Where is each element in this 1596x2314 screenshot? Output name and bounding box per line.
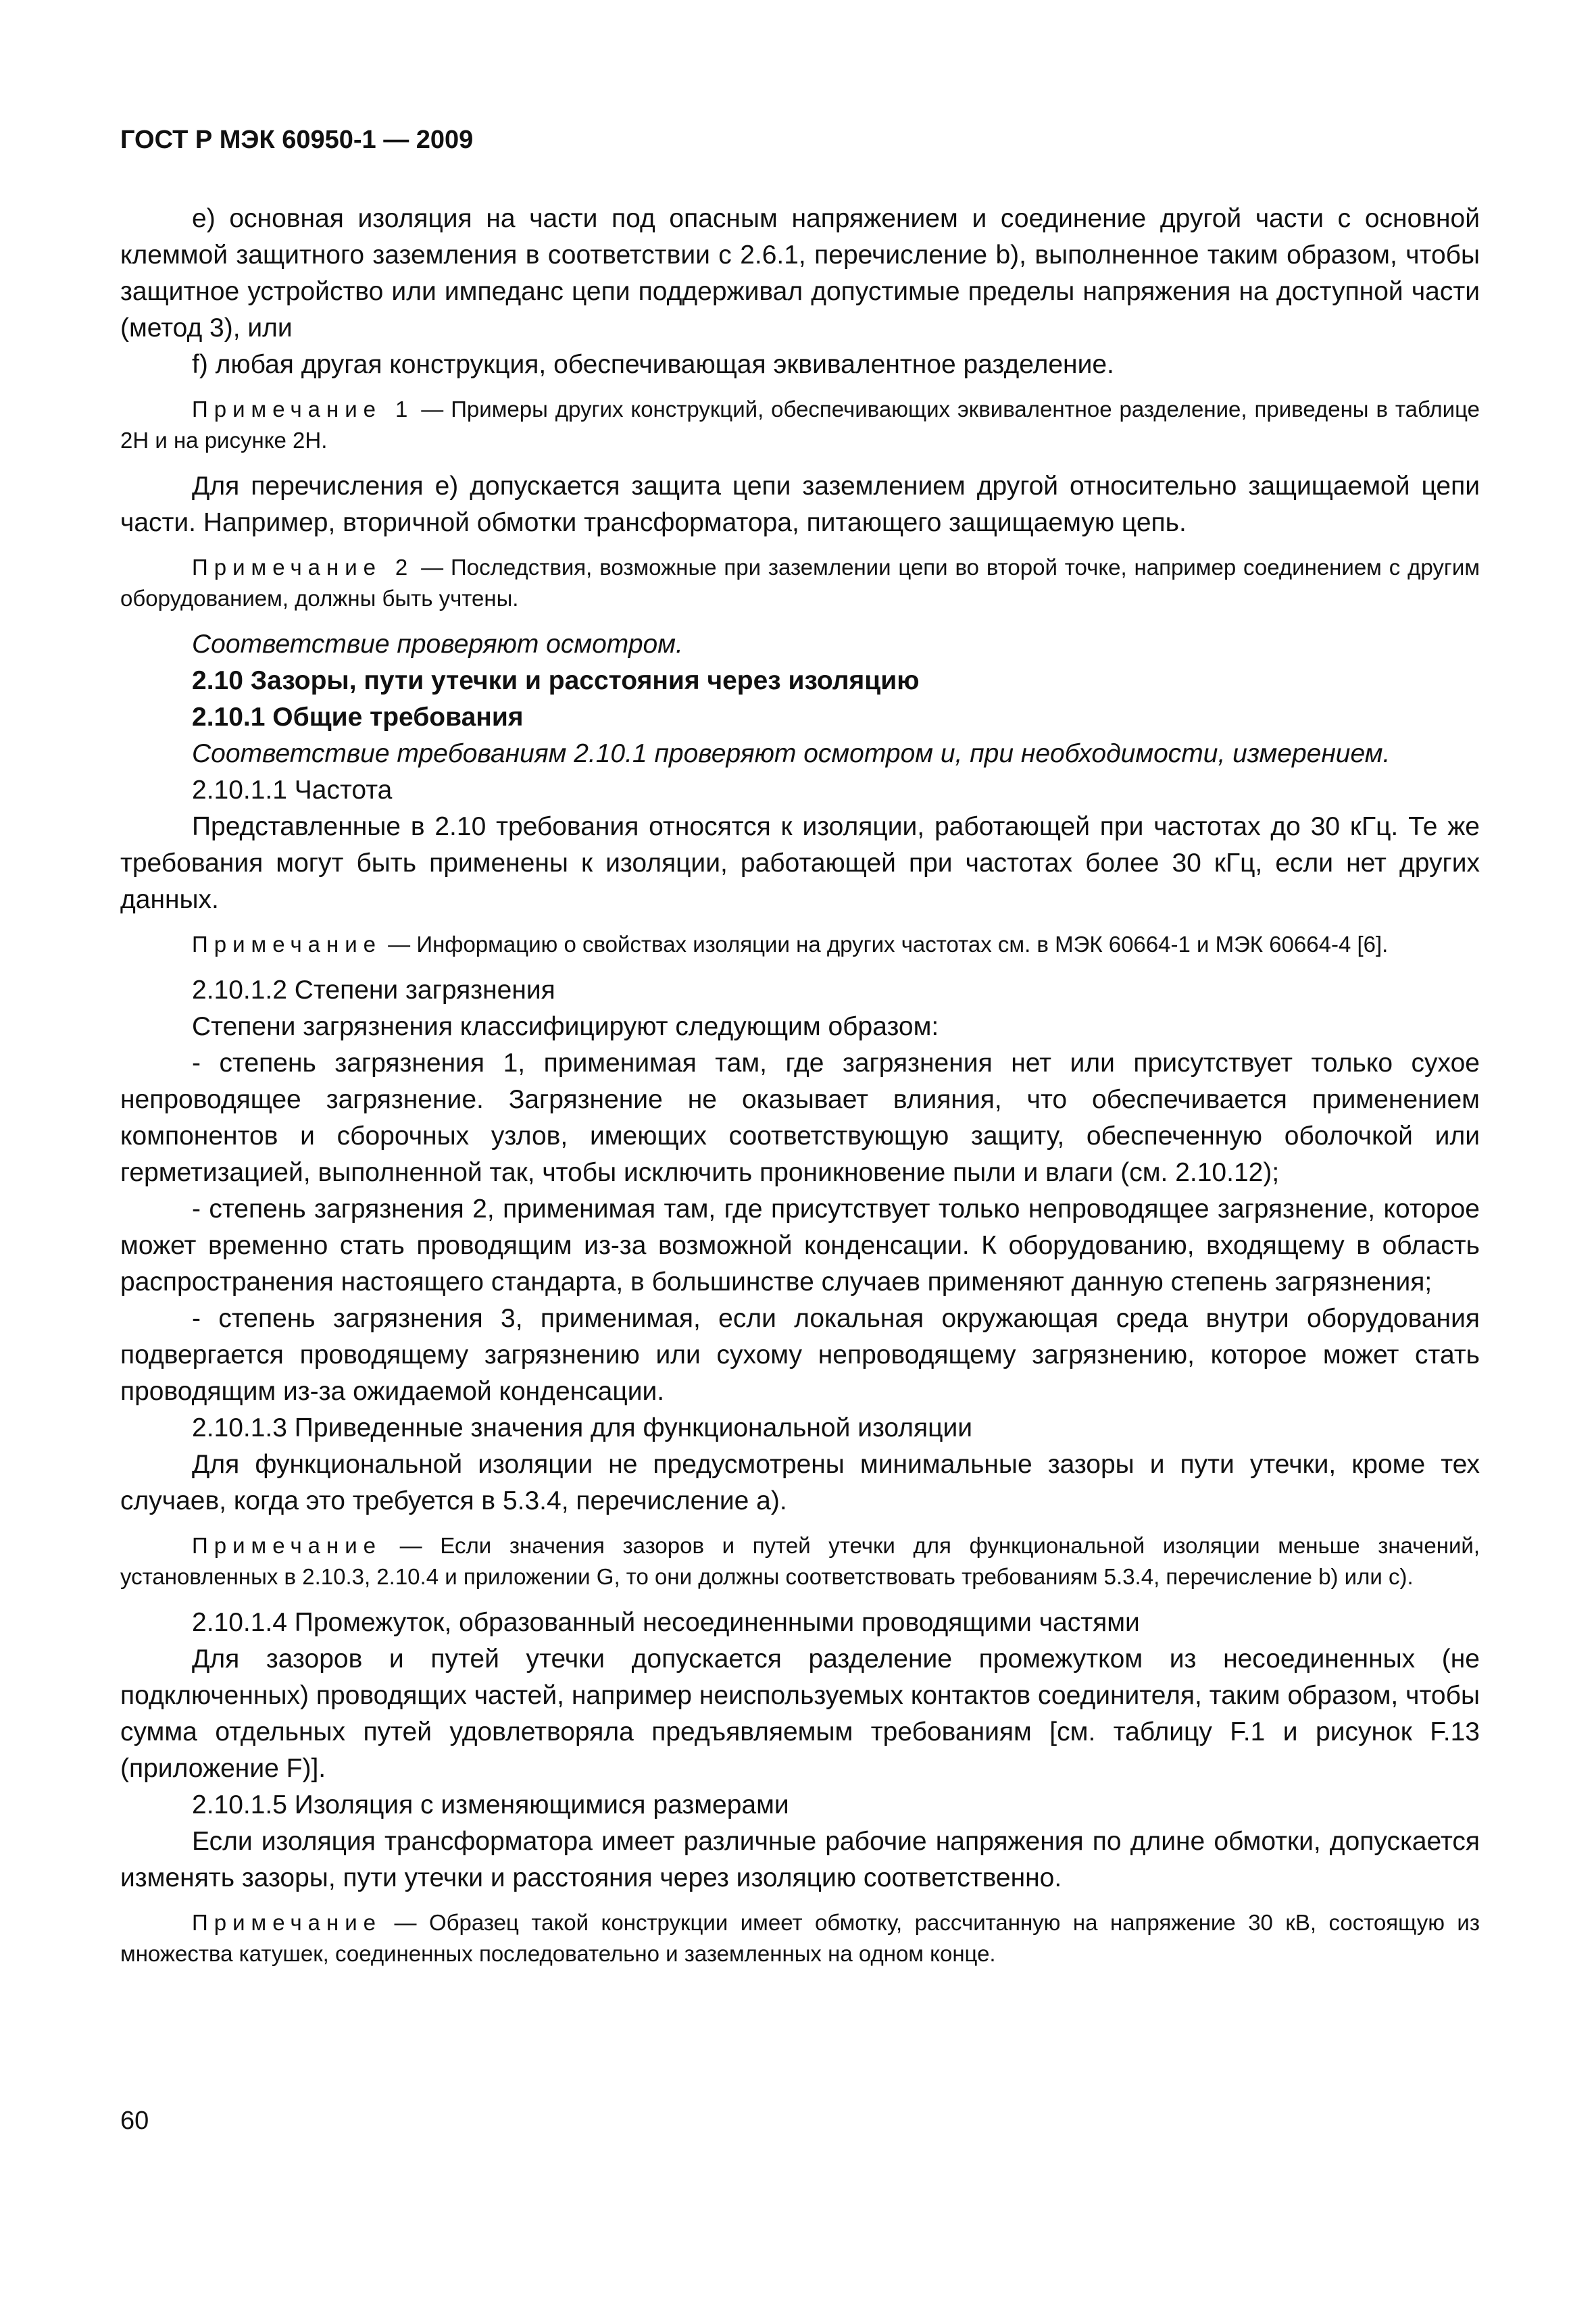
note-text: — Образец такой конструкции имеет обмотку, рассчитанную на напряжение 30 кВ, состоящую из множества катушек, соединенных последовательно и заземленных на одном конце. bbox=[120, 1910, 1480, 1966]
note-text: — Примеры других конструкций, обеспечивающих эквивалентное разделение, приведены в таблице 2H и на рисунке 2H. bbox=[120, 397, 1480, 453]
note-label: Примечание 1 bbox=[192, 397, 414, 422]
body-paragraph: Представленные в 2.10 требования относятся к изоляции, работающей при частотах до 30 кГц. Те же требования могут быть применены к изоляции, работающей при частотах более 30 кГц, если нет других данных. bbox=[120, 812, 1480, 914]
note-label: Примечание bbox=[192, 932, 382, 957]
body-paragraph: - степень загрязнения 2, применимая там, где присутствует только непроводящее загрязнение, которое может временно стать проводящим из-за возможной конденсации. К оборудованию, входящему в область распространения настоящего стандарта, в большинстве случаев применяют данную степень загрязнения; bbox=[120, 1194, 1480, 1297]
document-header: ГОСТ Р МЭК 60950-1 — 2009 bbox=[120, 126, 474, 154]
note-label: Примечание bbox=[192, 1910, 382, 1935]
body-paragraph: Для функциональной изоляции не предусмотрены минимальные зазоры и пути утечки, кроме тех случаев, когда это требуется в 5.3.4, перечисление a). bbox=[120, 1450, 1480, 1515]
body-paragraph: Степени загрязнения классифицируют следующим образом: bbox=[192, 1012, 939, 1041]
note-label: Примечание bbox=[192, 1533, 382, 1558]
note-label: Примечание 2 bbox=[192, 555, 414, 580]
body-paragraph: - степень загрязнения 3, применимая, если локальная окружающая среда внутри оборудования подвергается проводящему загрязнению или сухому непроводящему загрязнению, которое может стать проводящим из-за ожидаемой конденсации. bbox=[120, 1304, 1480, 1406]
body-paragraph: e) основная изоляция на части под опасным напряжением и соединение другой части с основной клеммой защитного заземления в соответствии с 2.6.1, перечисление b), выполненное таким образом, чтобы защитное устройство или импеданс цепи поддерживал допустимые пределы напряжения на доступной части (метод 3), или bbox=[120, 204, 1480, 343]
note-text: — Если значения зазоров и путей утечки для функциональной изоляции меньше значений, установленных в 2.10.3, 2.10.4 и приложении G, то они должны соответствовать требованиям 5.3.4, перечисление b) или c). bbox=[120, 1533, 1480, 1589]
body-paragraph: Соответствие требованиям 2.10.1 проверяют осмотром и, при необходимости, измерением. bbox=[192, 739, 1391, 768]
note-paragraph bbox=[120, 1907, 1480, 1969]
section-heading: 2.10 Зазоры, пути утечки и расстояния через изоляцию bbox=[192, 666, 920, 695]
page-number: 60 bbox=[120, 2107, 149, 2135]
note-paragraph bbox=[120, 394, 1480, 456]
body-paragraph: Для зазоров и путей утечки допускается разделение промежутком из несоединенных (не подключенных) проводящих частей, например неиспользуемых контактов соединителя, таким образом, чтобы сумма отдельных путей удовлетворяла предъявляемым требованиям [см. таблицу F.1 и рисунок F.13 (приложение F)]. bbox=[120, 1644, 1480, 1783]
body-paragraph: 2.10.1.3 Приведенные значения для функциональной изоляции bbox=[192, 1413, 973, 1442]
body-paragraph: Соответствие проверяют осмотром. bbox=[192, 630, 683, 659]
note-paragraph bbox=[120, 1530, 1480, 1592]
body-paragraph: 2.10.1.5 Изоляция с изменяющимися размерами bbox=[192, 1790, 789, 1819]
document-body bbox=[120, 201, 1480, 1982]
note-paragraph bbox=[120, 552, 1480, 614]
body-paragraph: - степень загрязнения 1, применимая там, где загрязнения нет или присутствует только сухое непроводящее загрязнение. Загрязнение не оказывает влияния, что обеспечивается применением компонентов и сборочных узлов, имеющих соответствующую защиту, обеспеченную оболочкой или герметизацией, выполненной так, чтобы исключить проникновение пыли и влаги (см. 2.10.12); bbox=[120, 1049, 1480, 1187]
body-paragraph: 2.10.1.2 Степени загрязнения bbox=[192, 976, 555, 1005]
body-paragraph: 2.10.1.4 Промежуток, образованный несоединенными проводящими частями bbox=[192, 1608, 1140, 1637]
body-paragraph: Для перечисления e) допускается защита цепи заземлением другой относительно защищаемой цепи части. Например, вторичной обмотки трансформатора, питающего защищаемую цепь. bbox=[120, 472, 1480, 537]
body-paragraph: f) любая другая конструкция, обеспечивающая эквивалентное разделение. bbox=[192, 350, 1114, 379]
section-heading: 2.10.1 Общие требования bbox=[192, 703, 524, 732]
body-paragraph: Если изоляция трансформатора имеет различные рабочие напряжения по длине обмотки, допускается изменять зазоры, пути утечки и расстояния через изоляцию соответственно. bbox=[120, 1827, 1480, 1892]
note-paragraph bbox=[120, 929, 1480, 960]
note-text: — Информацию о свойствах изоляции на других частотах см. в МЭК 60664-1 и МЭК 60664-4 [6]. bbox=[382, 932, 1389, 957]
note-text: — Последствия, возможные при заземлении цепи во второй точке, например соединением с другим оборудованием, должны быть учтены. bbox=[120, 555, 1480, 611]
body-paragraph: 2.10.1.1 Частота bbox=[192, 776, 393, 805]
